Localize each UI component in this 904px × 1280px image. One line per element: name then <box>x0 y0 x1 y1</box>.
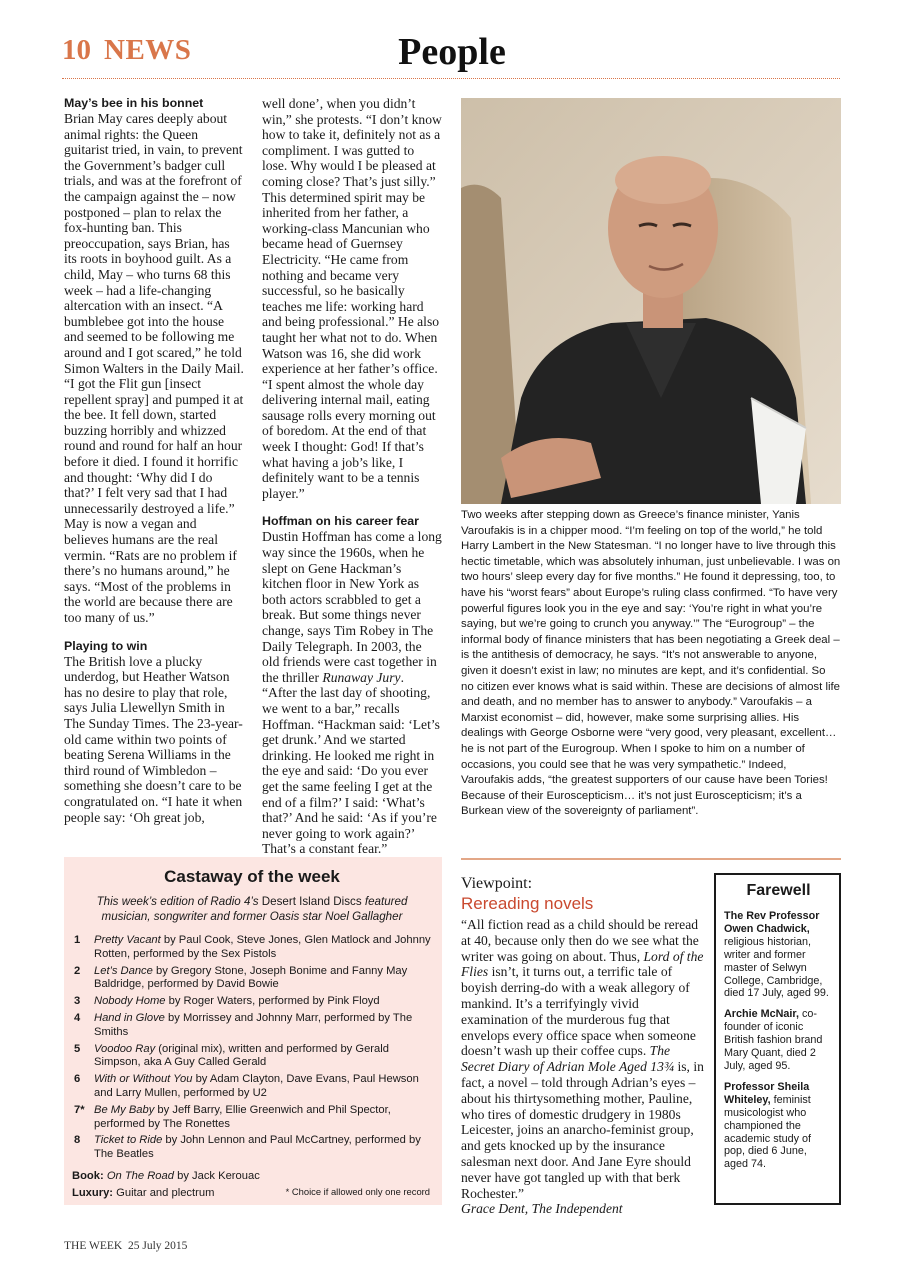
hoffman-body: Dustin Hoffman has come a long way since the 1960s, when he slept on Gene Hackman’s kitchen floor in New York as both actors scrabbled to get a break. But some things never change, says Tim Robey in The Daily Telegraph. In 2003, the old friends were cast together in the thriller Runaway Jury. “After the last day of shooting, we went to a bar,” recalls Hoffman. “Hackman said: ‘Let’s get drunk.’ And we started drinking. He looked me right in the eye and said: ‘Do you ever get the same feeling I get at the end of a film?’ I said: ‘What’s that?’ And he said: ‘As if you’re never going to work again?’ That’s a constant fear.” <box>262 529 442 857</box>
obituary-entry: The Rev Professor Owen Chadwick, religious historian, writer and former master of Selwyn College, Cambridge, died 17 July, aged 99. <box>724 910 829 1000</box>
film-title: Runaway Jury <box>322 669 401 685</box>
show-name: Desert Island Discs <box>258 895 365 908</box>
obituary-entry: Archie McNair, co-founder of iconic British fashion brand Mary Quant, died 2 July, aged 95. <box>724 1008 823 1072</box>
book-line: Book: On The Road by Jack Kerouac <box>72 1170 260 1182</box>
section-name: NEWS <box>104 34 192 66</box>
farewell-box <box>714 873 841 1205</box>
portrait-photo <box>461 98 841 504</box>
farewell-title: Farewell <box>746 882 811 899</box>
list-item: 5 Voodoo Ray (original mix), written and performed by Gerald Simpson, aka A Guy Called Gerald <box>74 1042 389 1069</box>
track-list <box>72 934 432 1162</box>
section-divider <box>461 858 841 860</box>
castaway-intro: This week’s edition of Radio 4’s Desert Island Discs featured musician, songwriter and former Oasis star Noel Gallagher <box>96 895 408 923</box>
list-item: 1 Pretty Vacant by Paul Cook, Steve Jones, Glen Matlock and Johnny Rotten, performed by the Sex Pistols <box>74 934 431 960</box>
castaway-title: Castaway of the week <box>164 867 340 886</box>
castaway-box <box>64 857 442 1205</box>
watson-heading: Playing to win <box>64 638 148 653</box>
page-footer: THE WEEK 25 July 2015 <box>64 1240 188 1252</box>
viewpoint-byline: Grace Dent, The Independent <box>461 1201 623 1217</box>
list-item: 2 Let’s Dance by Gregory Stone, Joseph Bonime and Fanny May Baldridge, performed by David Bowie <box>74 964 408 991</box>
hoffman-heading: Hoffman on his career fear <box>262 514 419 529</box>
may-body: Brian May cares deeply about animal rights: the Queen guitarist tried, in vain, to prevent the Government’s badger cull trials, and was at the forefront of the campaign against the – now postponed – plan to relax the fox-hunting ban. This preoccupation, says Brian, has its roots in boyhood guilt. As a child, May – who turns 68 this week – had a life-changing altercation with an insect. “A bumblebee got into the house and seemed to be following me around and I got scared,” he told Simon Walters in the Daily Mail. “I got the Flit gun [insect repellent spray] and pumped it at the bee. It fell down, started buzzing horribly and whizzed round and round for half an hour before it died. I found it horrific and thought: ‘Why did I do that?’ I felt very sad that I had unnecessarily destroyed a life.” May is now a vegan and believes humans are the real vermin. “Rats are no problem if there’s no humans around,” he says. “Most of the problems in the world are because there are too many of us.” <box>64 111 244 625</box>
castaway-footer <box>72 1168 434 1201</box>
list-item: 7* Be My Baby by Jeff Barry, Ellie Greenwich and Phil Spector, performed by The Ronettes <box>74 1103 391 1130</box>
header-divider <box>62 78 840 79</box>
list-item: 6 With or Without You by Adam Clayton, Dave Evans, Paul Hewson and Larry Mullen, performed by U2 <box>74 1073 419 1099</box>
footnote: * Choice if allowed only one record <box>285 1186 430 1197</box>
viewpoint-label: Viewpoint: <box>461 875 533 892</box>
watson-body-continued: well done’, when you didn’t win,” she protests. “I don’t know how to take it, definitely not as a compliment. I was gutted to lose. Why would I be pleased at coming close? That’s just silly.” This determined spirit may be inherited from her father, a working-class Mancunian who became head of Guernsey Electricity. “He came from nothing and became very successful, so he basically teaches me life: working hard and being professional.” He also taught her what not to do. When Watson was 16, she did work experience at her father’s office. “I spent almost the whole day delivering internal mail, eating sausage rolls every morning out of boredom. At the end of that week I thought: God! If that’s what having a job’s like, I definitely want to be a tennis player.” <box>262 96 442 501</box>
page-header <box>62 30 842 78</box>
photo-caption: Two weeks after stepping down as Greece’s finance minister, Yanis Varoufakis is in a chipper mood. “I’m feeling on top of the world,” he told Harry Lambert in the New Statesman. “I no longer have to live through this hectic timetable, which was absolutely inhuman, just unbelievable. I was on two hours’ sleep every day for five months.” He found it depressing, too, to have his “worst fears” about Europe’s ruling class confirmed. “To have very powerful figures look you in the eye and say: ‘You’re right in what you’re saying, but we’re going to crunch you anyway.’” The “Eurogroup” – the informal body of finance ministers that has been negotiating a Greek deal – is the antithesis of democracy, he says. “It’s not answerable to anyone, given it doesn’t exist in law; no minutes are kept, and it’s confidential. So no citizen ever knows what is said within. These are decisions of almost life and death, and no member has to answer to anybody.” Varoufakis – a Marxist economist – did, however, make some surprising allies. His dealings with George Osborne were “very good, very pleasant, excellent… he is not part of the Eurogroup. When I spoke to him on a number of occasions, you could see that he was very sympathetic.” Indeed, Varoufakis adds, “the greatest supporters of our cause have been Tories! Because of their Euroscepticism… it’s not just Euroscepticism; it’s a Burkean view of the sovereignty of parliament”. <box>461 509 841 818</box>
luxury-line: Luxury: Guitar and plectrum <box>72 1186 215 1199</box>
page-title: People <box>398 31 506 73</box>
section-number: 10 <box>62 34 91 66</box>
viewpoint-title: Rereading novels <box>461 894 594 913</box>
list-item: 4 Hand in Glove by Morrissey and Johnny Marr, performed by The Smiths <box>74 1011 413 1038</box>
list-item: 8 Ticket to Ride by John Lennon and Paul McCartney, performed by The Beatles <box>74 1134 421 1161</box>
obituary-entry: Professor Sheila Whiteley, feminist musicologist who championed the academic study of pop, died 6 June, aged 74. <box>724 1080 812 1171</box>
viewpoint-body: “All fiction read as a child should be reread at 40, because only then do we see what the writer was going on about. Thus, Lord of the Flies isn’t, it turns out, a terrific tale of boyish derring-do with a weak allegory of mankind. It’s a terrifyingly vivid examination of the murderous fug that envelops every office space when someone doesn’t wash up their coffee cups. The Secret Diary of Adrian Mole Aged 13¾ is, in fact, a novel – told through Adrian’s eyes – about his thirtysomething mother, Pauline, who tires of domestic drudgery in 1980s Leicester, joins an anarcho-feminist group, and gets knocked up by the insurance salesman next door. And Jane Eyre should never have got tangled up with that berk Rochester.” <box>461 917 704 1201</box>
list-item: 3 Nobody Home by Roger Waters, performed by Pink Floyd <box>74 995 380 1008</box>
column-1 <box>64 96 244 825</box>
viewpoint-column <box>461 874 705 1217</box>
may-heading: May’s bee in his bonnet <box>64 96 204 110</box>
column-2 <box>262 96 442 857</box>
watson-body: The British love a plucky underdog, but Heather Watson has no desire to play that role, says Julia Llewellyn Smith in The Sunday Times. The 23-year-old came within two points of beating Serena Williams in the third round of Wimbledon – something she doesn’t care to be congratulated on. “I hate it when people say: ‘Oh great job, <box>64 653 243 825</box>
